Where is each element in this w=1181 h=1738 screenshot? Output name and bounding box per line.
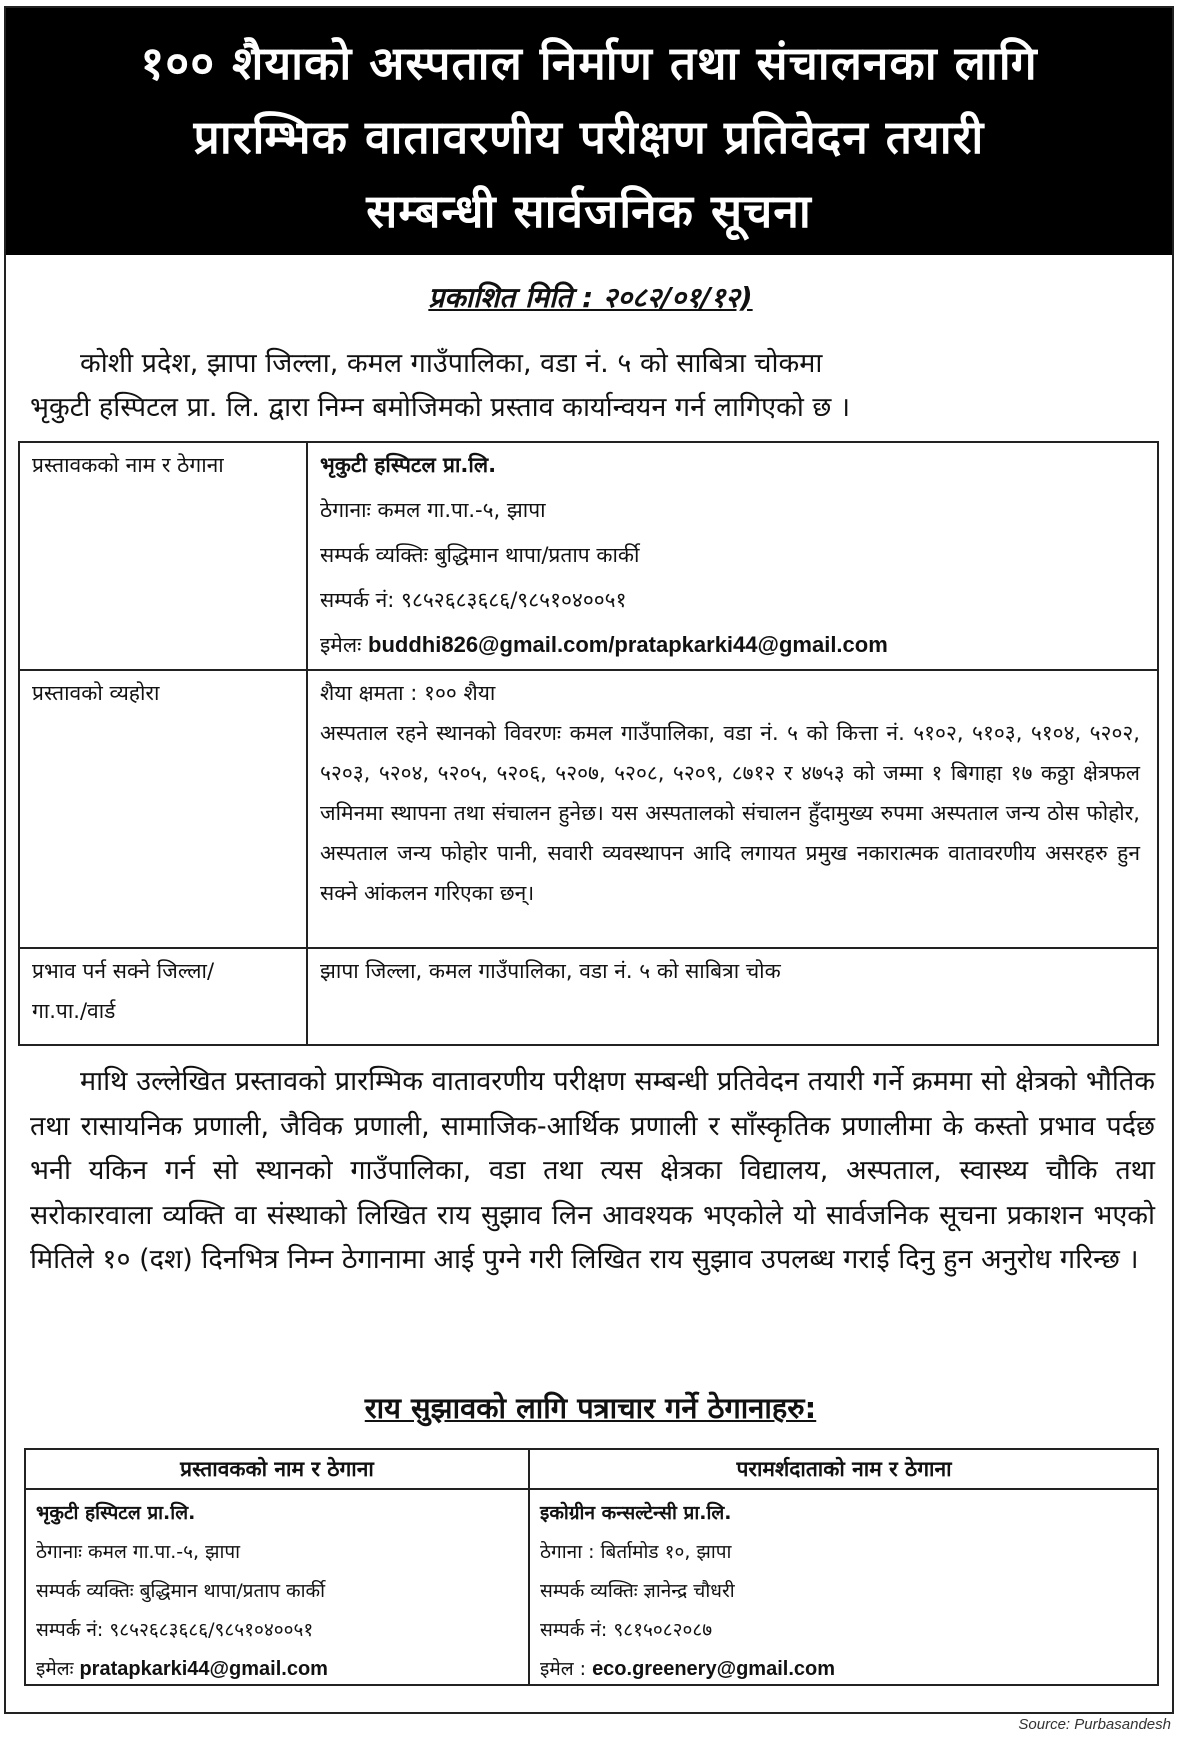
contact-proponent-phone: सम्पर्क नं: ९८५२६८३६८६/९८५१०४००५१	[36, 1619, 314, 1641]
contact-consultant-phone: सम्पर्क नं: ९८१५०८२०८७	[540, 1619, 713, 1641]
contact-heading-text: राय सुझावको लागि पत्राचार गर्ने ठेगानाहरु:	[364, 1391, 817, 1425]
contact-proponent-email-label: इमेलः	[36, 1658, 74, 1680]
published-date	[0, 278, 1181, 316]
affected-area-label-line-2: गा.पा./वार्ड	[32, 999, 116, 1023]
proposal-details	[320, 673, 1140, 913]
contact-heading	[0, 1388, 1181, 1427]
title-line-3: सम्बन्धी सार्वजनिक सूचना	[366, 184, 812, 238]
title-line-2: प्रारम्भिक वातावरणीय परीक्षण प्रतिवेदन तयारी	[193, 110, 985, 164]
affected-area-label	[32, 951, 214, 1031]
contact-proponent-email[interactable]: pratapkarki44@gmail.com	[79, 1658, 328, 1680]
details-table	[18, 441, 1159, 1046]
contact-consultant-address: ठेगाना : बिर्तामोड १०, झापा	[540, 1541, 732, 1563]
proponent-email[interactable]: buddhi826@gmail.com/pratapkarki44@gmail.com	[368, 632, 888, 657]
proposal-description: अस्पताल रहने स्थानको विवरणः कमल गाउँपालिका, वडा नं. ५ को कित्ता नं. ५१०२, ५१०३, ५१०४, ५२०२, ५२०३, ५२०४, ५२०५, ५२०६, ५२०७, ५२०८, ५२०९, ८७१२ र ४७५३ को जम्मा १ बिगाहा १७ कठ्ठा क्षेत्रफल जमिनमा स्थापना तथा संचालन हुनेछ। यस अस्पतालको संचालन हुँदामुख्य रुपमा अस्पताल जन्य ठोस फोहोर, अस्पताल जन्य फोहोर पानी, सवारी व्यवस्थापन आदि लगायत प्रमुख नकारात्मक वातावरणीय असरहरु हुन सक्ने आंकलन गरिएका छन्।	[320, 721, 1140, 905]
source-credit: Source: Purbasandesh	[1018, 1716, 1171, 1733]
affected-area-value: झापा जिल्ला, कमल गाउँपालिका, वडा नं. ५ को साबित्रा चोक	[320, 959, 781, 983]
title-line-1: १०० शैयाको अस्पताल निर्माण तथा संचालनका लागि	[140, 36, 1038, 90]
intro-line-2: भृकुटी हस्पिटल प्रा. लि. द्वारा निम्न बमोजिमको प्रस्ताव कार्यान्वयन गर्न लागिएको छ ।	[30, 392, 851, 423]
contacts-table	[24, 1448, 1159, 1686]
contact-proponent-person: सम्पर्क व्यक्तिः बुद्धिमान थापा/प्रताप कार्की	[36, 1580, 326, 1602]
proponent-contact-no: सम्पर्क नं: ९८५२६८३६८६/९८५१०४००५१	[320, 588, 627, 612]
proposal-label: प्रस्तावको व्यहोरा	[32, 681, 160, 705]
consultant-contact	[540, 1494, 835, 1689]
proponent-contact	[36, 1494, 328, 1689]
contact-consultant-name: इकोग्रीन कन्सल्टेन्सी प्रा.लि.	[540, 1502, 732, 1524]
intro-line-1: कोशी प्रदेश, झापा जिल्ला, कमल गाउँपालिका, वडा नं. ५ को साबित्रा चोकमा	[80, 348, 823, 379]
proponent-name: भृकुटी हस्पिटल प्रा.लि.	[320, 453, 497, 477]
proponent-details	[320, 445, 1140, 665]
bed-capacity: शैया क्षमता : १०० शैया	[320, 681, 496, 705]
consultant-column-heading: परामर्शदाताको नाम र ठेगाना	[736, 1457, 952, 1481]
contact-proponent-address: ठेगानाः कमल गा.पा.-५, झापा	[36, 1541, 241, 1563]
proponent-contact-person: सम्पर्क व्यक्तिः बुद्धिमान थापा/प्रताप कार्की	[320, 543, 640, 567]
contact-proponent-name: भृकुटी हस्पिटल प्रा.लि.	[36, 1502, 196, 1524]
proponent-column-heading: प्रस्तावकको नाम र ठेगाना	[180, 1457, 374, 1481]
proponent-label: प्रस्तावकको नाम र ठेगाना	[32, 453, 224, 477]
notice-header	[6, 8, 1172, 255]
body-paragraph	[30, 1060, 1155, 1283]
proponent-address: ठेगानाः कमल गा.पा.-५, झापा	[320, 498, 546, 522]
contact-consultant-email-label: इमेल :	[540, 1658, 587, 1680]
affected-area-label-line-1: प्रभाव पर्न सक्ने जिल्ला/	[32, 959, 215, 983]
contact-consultant-email[interactable]: eco.greenery@gmail.com	[592, 1658, 835, 1680]
body-text: माथि उल्लेखित प्रस्तावको प्रारम्भिक वातावरणीय परीक्षण सम्बन्धी प्रतिवेदन तयारी गर्ने क्रममा सो क्षेत्रको भौतिक तथा रासायनिक प्रणाली, जैविक प्रणाली, सामाजिक-आर्थिक प्रणाली र साँस्कृतिक प्रणालीमा के कस्तो प्रभाव पर्दछ भनी यकिन गर्न सो स्थानको गाउँपालिका, वडा तथा त्यस क्षेत्रका विद्यालय, अस्पताल, स्वास्थ्य चौकि तथा सरोकारवाला व्यक्ति वा संस्थाको लिखित राय सुझाव लिन आवश्यक भएकोले यो सार्वजनिक सूचना प्रकाशन भएको मितिले १० (दश) दिनभित्र निम्न ठेगानामा आई पुग्ने गरी लिखित राय सुझाव उपलब्ध गराई दिनु हुन अनुरोध गरिन्छ ।	[30, 1066, 1155, 1275]
contact-consultant-person: सम्पर्क व्यक्तिः ज्ञानेन्द्र चौधरी	[540, 1580, 735, 1602]
published-date-text: प्रकाशित मिति : २०८२/०१/१२)	[428, 281, 753, 314]
proponent-email-label: इमेलः	[320, 633, 362, 657]
intro-paragraph	[30, 342, 1155, 430]
